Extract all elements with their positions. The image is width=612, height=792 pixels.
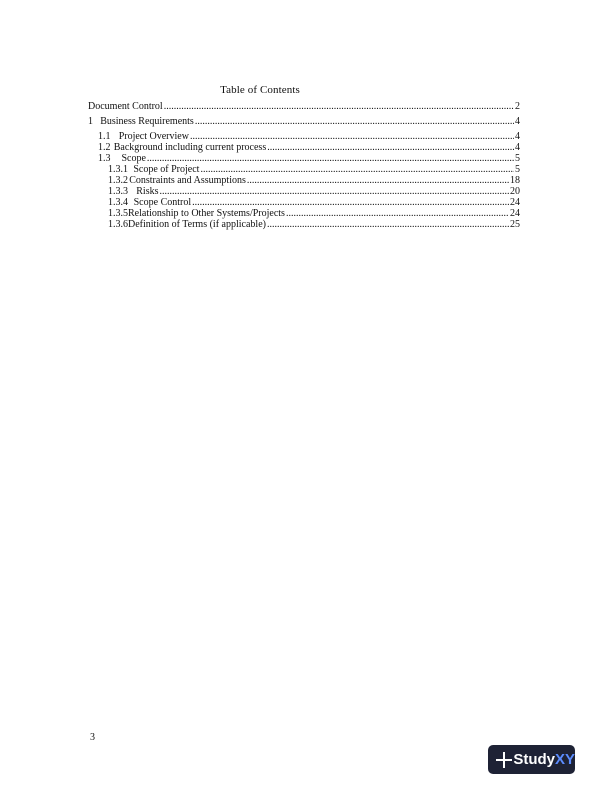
brand-text-xy: XY [554,751,575,768]
toc-entry[interactable] [88,186,520,197]
toc-entry-page: 5 [515,164,520,175]
toc-entry-page: 18 [510,175,520,186]
toc-entry-label: Business Requirements [100,116,194,127]
toc-entry-label: Document Control [88,101,163,112]
toc-leader-dots [267,219,509,230]
toc-entry[interactable] [88,175,520,186]
toc-leader-dots [195,116,514,127]
toc-entry[interactable] [88,131,520,142]
toc-entry-label: Scope Control [133,197,192,208]
toc-entry-page: 2 [515,101,520,112]
toc-entry-page: 4 [515,142,520,153]
toc-entry[interactable] [88,116,520,127]
toc-entry-page: 25 [510,219,520,230]
toc-leader-dots [247,175,509,186]
studyxy-logo[interactable] [488,745,575,774]
toc-entry[interactable] [88,153,520,164]
toc-entry-label: Definition of Terms (if applicable) [128,219,266,230]
toc-title: Table of Contents [220,84,300,96]
toc-entry[interactable] [88,142,520,153]
toc-entry[interactable] [88,219,520,230]
toc-entry-label: Relationship to Other Systems/Projects [128,208,285,219]
toc-leader-dots [267,142,514,153]
toc-entry-number: 1.3 [98,153,111,164]
toc-entry-number: 1.3.2 [108,175,128,186]
toc-entry[interactable] [88,164,520,175]
toc-entry-number: 1.3.4 [108,197,128,208]
toc-entry-label: Background including current process [113,142,267,153]
toc-leader-dots [192,197,509,208]
toc-leader-dots [286,208,509,219]
toc-entry-page: 24 [510,208,520,219]
toc-entry-label: Constraints and Assumptions [129,175,246,186]
toc-entry-number: 1.3.3 [108,186,128,197]
toc-entry[interactable] [88,197,520,208]
toc-entry-page: 24 [510,197,520,208]
brand-text-study: Study [513,751,555,768]
plus-icon [496,752,508,768]
toc-leader-dots [147,153,514,164]
toc-entry-page: 4 [515,116,520,127]
toc-leader-dots [160,186,510,197]
toc-entry-page: 20 [510,186,520,197]
toc-leader-dots [200,164,514,175]
toc-entry-label: Project Overview [118,131,189,142]
toc-entry[interactable] [88,101,520,112]
toc-entry-number: 1 [88,116,93,127]
toc-entry-label: Risks [136,186,159,197]
toc-entry-number: 1.1 [98,131,111,142]
toc-leader-dots [164,101,514,112]
toc-entry-number: 1.3.1 [108,164,128,175]
toc-entry-number: 1.3.5 [108,208,128,219]
toc-entry-number: 1.3.6 [108,219,128,230]
toc-leader-dots [190,131,514,142]
toc-entry[interactable] [88,208,520,219]
toc-entry-number: 1.2 [98,142,111,153]
toc-entry-label: Scope of Project [133,164,200,175]
page-number: 3 [90,732,95,743]
toc-entry-page: 5 [515,153,520,164]
toc-entry-label: Scope [121,153,146,164]
toc-list [88,101,520,230]
toc-entry-page: 4 [515,131,520,142]
